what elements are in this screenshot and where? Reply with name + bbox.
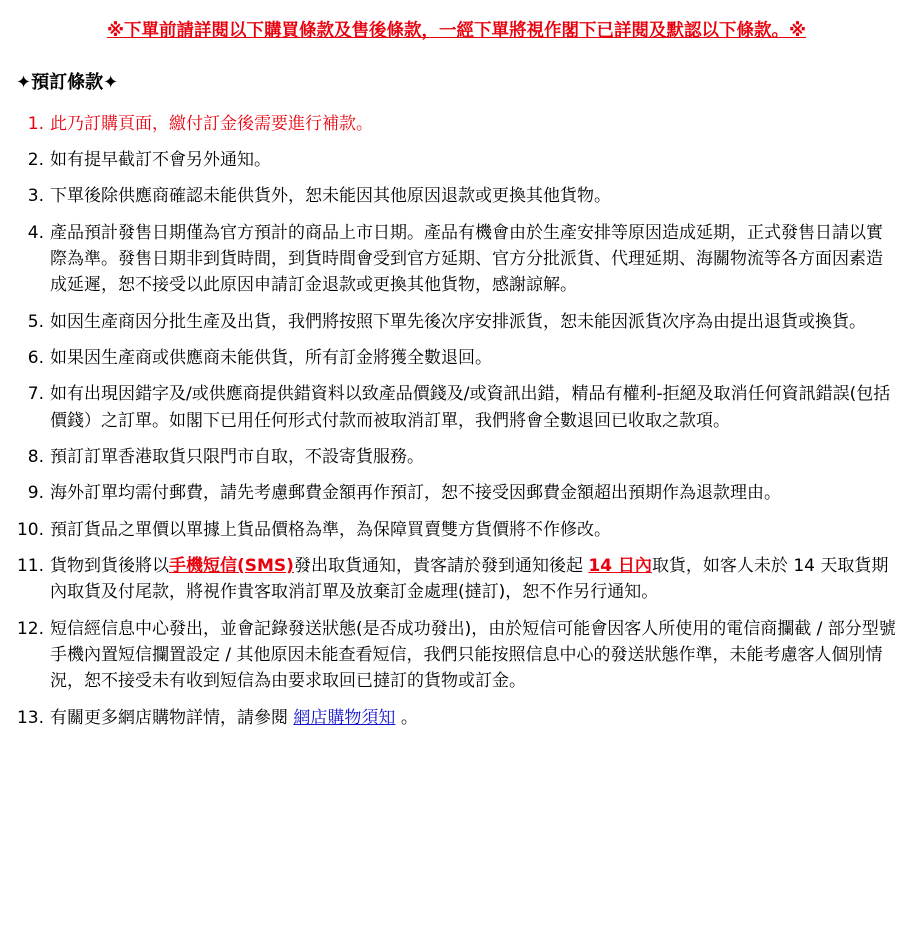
term-item-9 (14, 480, 899, 506)
term-text-1: 此乃訂購頁面，繳付訂金後需要進行補款。 (50, 113, 373, 134)
term-text-11e: 取貨，如客人未於 14 天取貨期內取貨及付尾款，將視作貴客取消訂單及放棄訂金處理(撻訂)，恕不作另行通知。 (50, 556, 889, 603)
term-text-5: 如因生產商因分批生產及出貨，我們將按照下單先後次序安排派貨，恕未能因派貨次序為由提出退貨或換貨。 (50, 311, 866, 332)
term-text-2: 如有提早截訂不會另外通知。 (50, 149, 271, 170)
section-title-preorder-terms: ✦預訂條款✦ (16, 71, 119, 93)
term-item-7 (14, 381, 899, 434)
top-warning-banner: ※下單前請詳閱以下購買條款及售後條款，一經下單將視作閣下已詳閱及默認以下條款。※ (106, 21, 807, 41)
term-item-10 (14, 517, 899, 543)
term-text-11a: 貨物到貨後將以 (50, 556, 169, 577)
term-text-6: 如果因生產商或供應商未能供貨，所有訂金將獲全數退回。 (50, 348, 492, 369)
term-item-5 (14, 309, 899, 335)
terms-list (14, 111, 899, 732)
term-text-13a: 有關更多網店購物詳情，請參閱 (50, 707, 288, 728)
term-text-4: 產品預計發售日期僅為官方預計的商品上市日期。產品有機會由於生產安排等原因造成延期，正式發售日請以實際為準。發售日期非到貨時間，到貨時間會受到官方延期、官方分批派貨、代理延期、海關物流等各方面因素造成延遲，恕不接受以此原因申請訂金退款或更換其他貨物，感謝諒解。 (50, 222, 883, 296)
term-text-7: 如有出現因錯字及/或供應商提供錯資料以致產品價錢及/或資訊出錯，精品有權利-拒絕及取消任何資訊錯誤(包括價錢）之訂單。如閣下已用任何形式付款而被取消訂單，我們將會全數退回已收取之款項。 (50, 384, 891, 431)
term-text-8: 預訂訂單香港取貨只限門市自取，不設寄貨服務。 (50, 447, 424, 468)
term-text-13b: 。 (400, 707, 418, 728)
term-text-9: 海外訂單均需付郵費，請先考慮郵費金額再作預訂，恕不接受因郵費金額超出預期作為退款理由。 (50, 483, 781, 504)
term-item-12 (14, 616, 899, 695)
sms-highlight: 手機短信(SMS) (169, 556, 294, 577)
term-item-1 (14, 111, 899, 137)
shop-guide-link[interactable]: 網店購物須知 (293, 707, 396, 728)
term-text-11c: 發出取貨通知，貴客請於發到通知後起 (293, 556, 583, 577)
term-item-6 (14, 345, 899, 371)
term-item-4 (14, 220, 899, 299)
term-item-2 (14, 147, 899, 173)
term-text-10: 預訂貨品之單價以單據上貨品價格為準，為保障買賣雙方貨價將不作修改。 (50, 519, 611, 540)
term-item-8 (14, 444, 899, 470)
term-text-3: 下單後除供應商確認未能供貨外，恕未能因其他原因退款或更換其他貨物。 (50, 186, 611, 207)
bottom-spacer (14, 741, 899, 749)
term-item-13 (14, 705, 899, 731)
term-text-12: 短信經信息中心發出，並會記錄發送狀態(是否成功發出)，由於短信可能會因客人所使用的電信商攔截 / 部分型號手機內置短信攔置設定 / 其他原因未能查看短信，我們只能按照信息中心的發送狀態作準，未能考慮客人個別情況，恕不接受未有收到短信為由要求取回已撻訂的貨物或訂金。 (50, 618, 896, 692)
term-item-11 (14, 553, 899, 606)
term-item-3 (14, 183, 899, 209)
pickup-deadline-highlight: 14 日內 (588, 556, 652, 577)
